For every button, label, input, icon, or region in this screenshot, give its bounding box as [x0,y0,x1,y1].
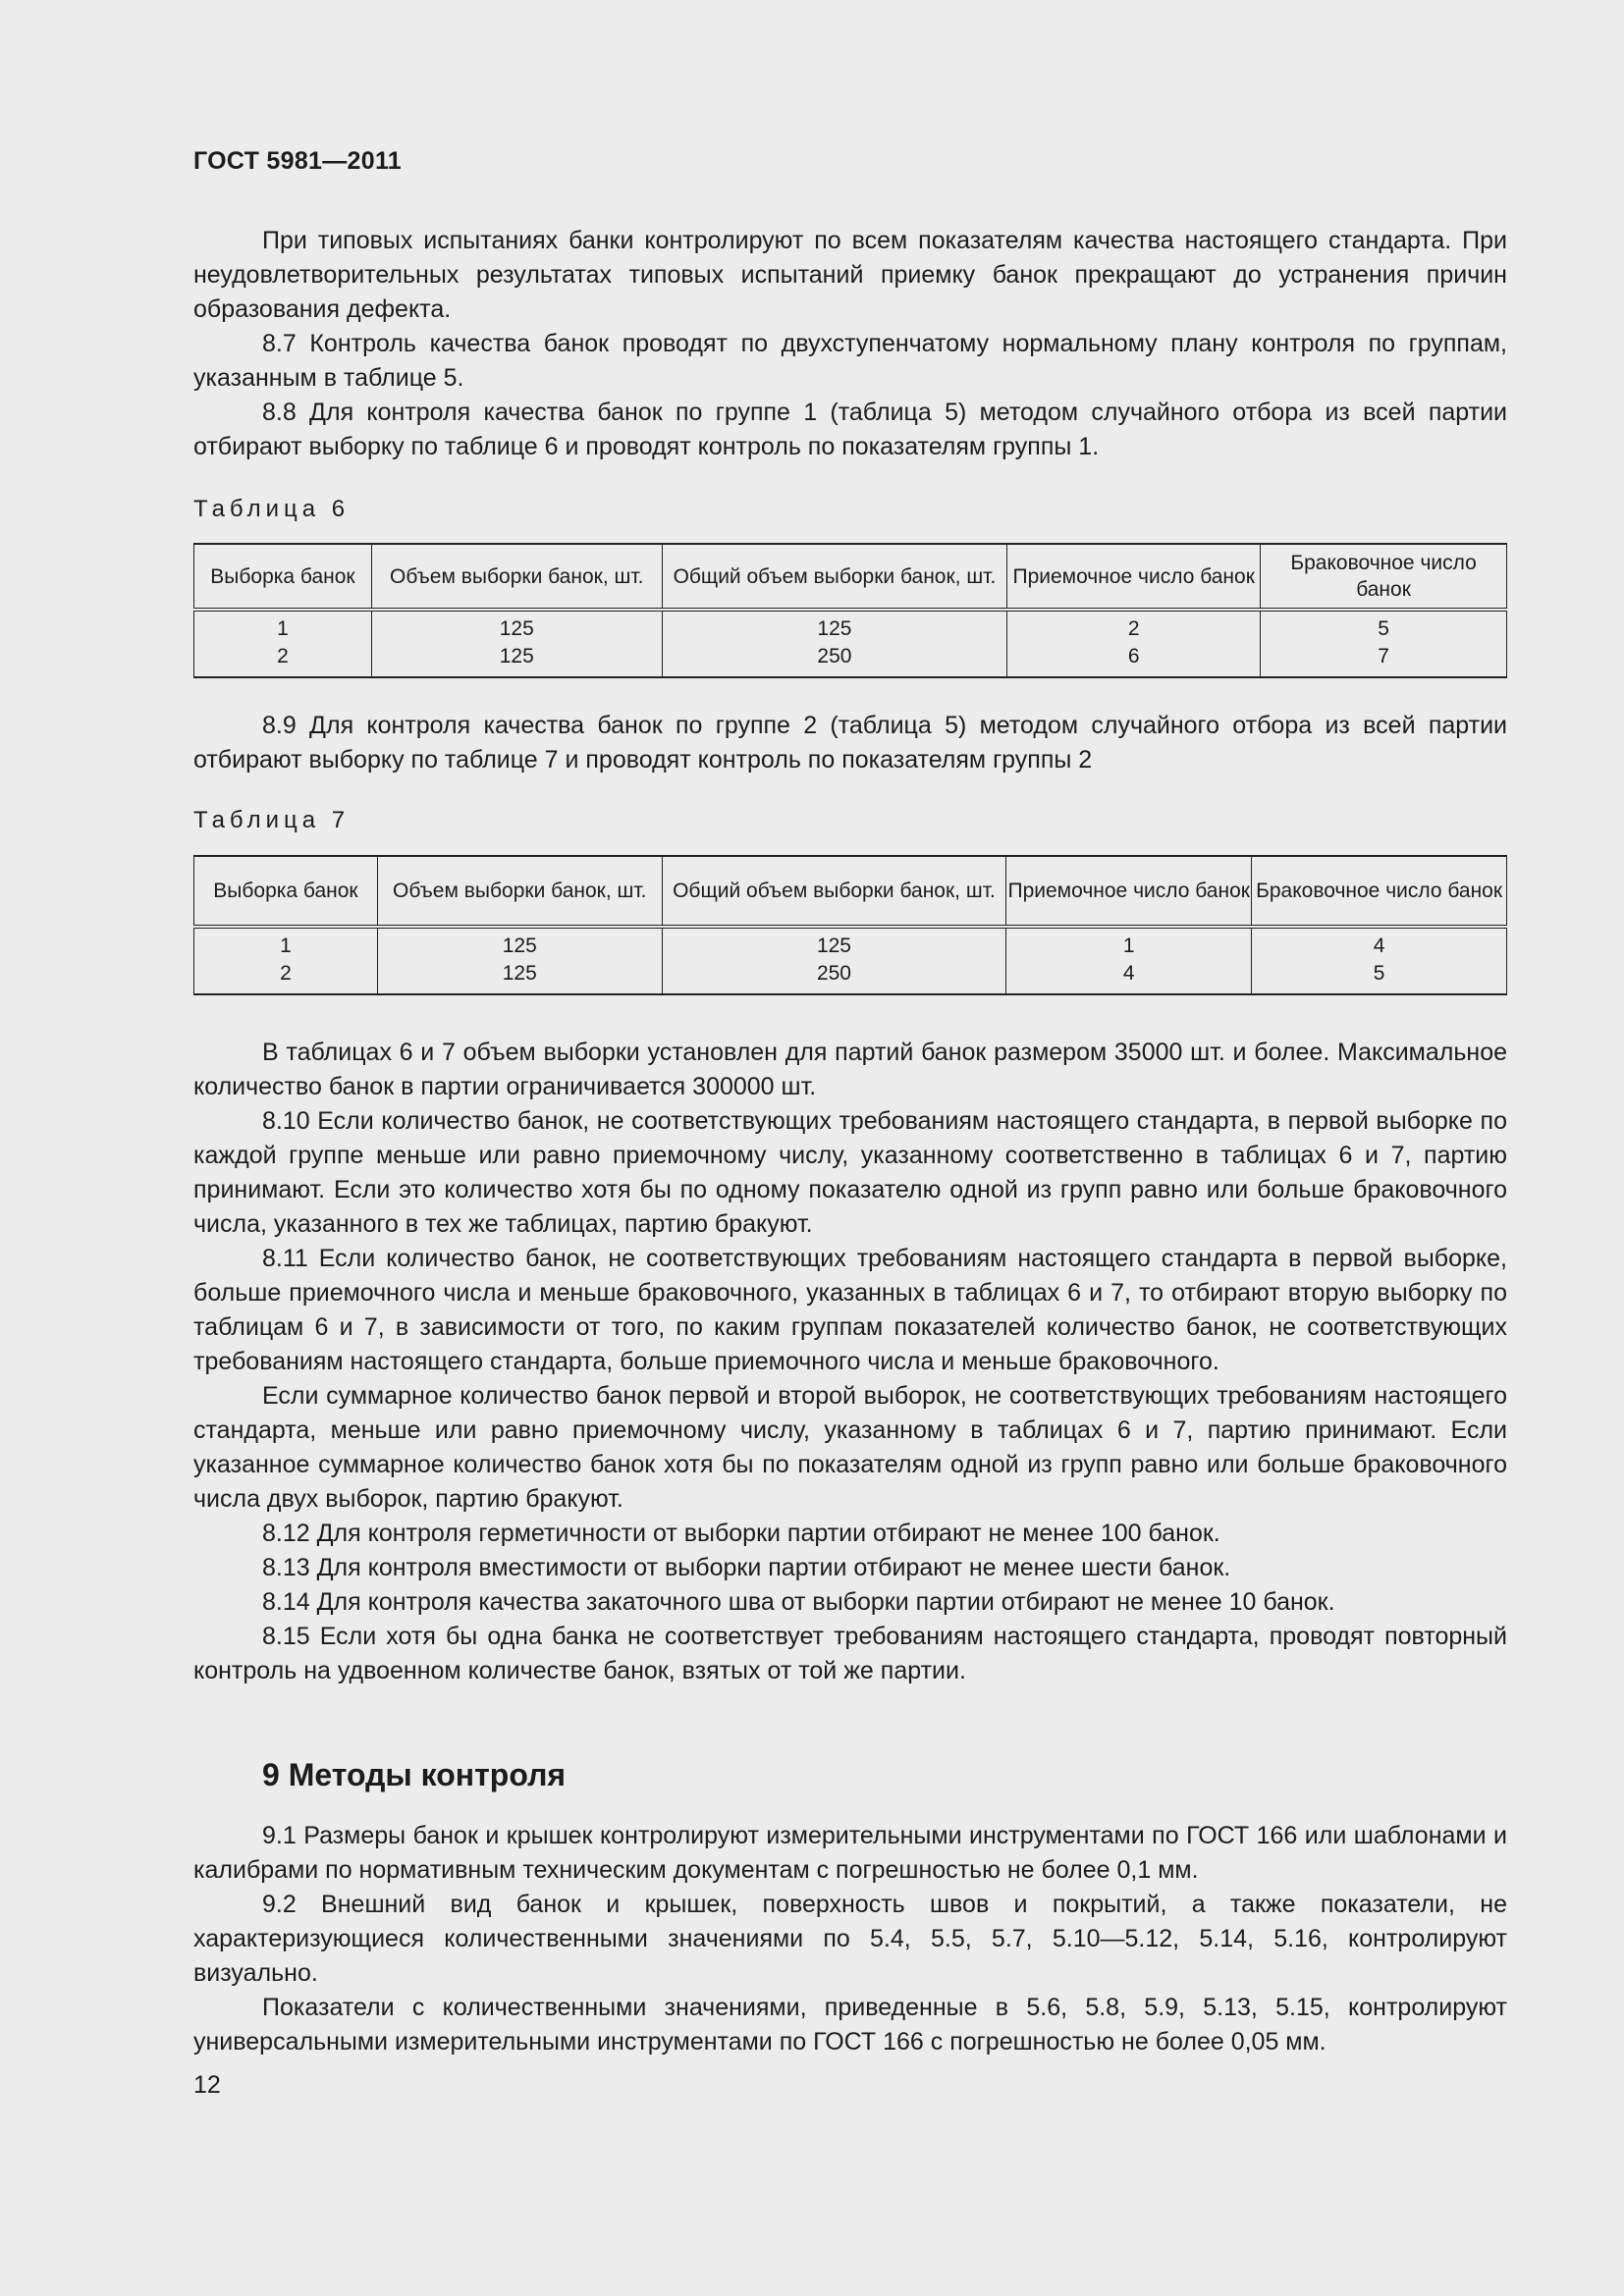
table-cell: 7 [1261,643,1507,677]
paragraph-8-9: 8.9 Для контроля качества банок по группе 2 (таблица 5) методом случайного отбора из всей партии отбирают выборку по таблице 7 и проводят контроль по показателям группы 2 [193,712,1507,774]
document-header: ГОСТ 5981—2011 [193,147,402,175]
paragraph: Показатели с количественными значениями, приведенные в 5.6, 5.8, 5.9, 5.13, 5.15, контролируют универсальными измерительными инструментами по ГОСТ 166 с погрешностью не более 0,05 мм. [193,1994,1507,2056]
table-cell: 1 [194,610,372,643]
table-cell: 5 [1261,610,1507,643]
table-header-cell: Браковочное число банок [1252,856,1507,927]
table-6-header-row [194,544,1507,610]
paragraph-8-13: 8.13 Для контроля вместимости от выборки партии отбирают не менее шести банок. [262,1554,1231,1581]
table-7-caption: Таблица 7 [193,807,351,833]
paragraph-8-8: 8.8 Для контроля качества банок по группе 1 (таблица 5) методом случайного отбора из всей партии отбирают выборку по таблице 6 и проводят контроль по показателям группы 1. [193,399,1507,460]
table-cell: 125 [371,610,662,643]
text-block-3 [193,1036,1507,1688]
page-number: 12 [193,2071,221,2099]
paragraph: В таблицах 6 и 7 объем выборки установлен для партий банок размером 35000 шт. и более. Максимальное количество банок в партии ограничивается 300000 шт. [193,1039,1507,1100]
table-header-cell: Общий объем выборки банок, шт. [662,856,1006,927]
table-cell: 1 [194,927,378,960]
table-header-cell: Браковочное число банок [1261,544,1507,610]
paragraph-9-2: 9.2 Внешний вид банок и крышек, поверхность швов и покрытий, а также показатели, не характеризующиеся количественными значениями по 5.4, 5.5, 5.7, 5.10—5.12, 5.14, 5.16, контролируют визуально. [193,1891,1507,1987]
table-cell: 4 [1252,927,1507,960]
table-cell: 4 [1006,960,1252,994]
table-cell: 125 [662,927,1006,960]
table-row [194,643,1507,677]
table-row [194,960,1507,994]
text-block-2 [193,709,1507,777]
text-block-4 [193,1819,1507,2059]
table-header-cell: Объем выборки банок, шт. [377,856,662,927]
table-7 [193,855,1507,995]
paragraph-9-1: 9.1 Размеры банок и крышек контролируют измерительными инструментами по ГОСТ 166 или шаблонами и калибрами по нормативным техническим документам с погрешностью не более 0,1 мм. [193,1822,1507,1884]
table-row [194,610,1507,643]
table-cell: 125 [662,610,1007,643]
table-cell: 250 [662,643,1007,677]
table-cell: 125 [377,960,662,994]
table-header-cell: Приемочное число банок [1007,544,1261,610]
table-cell: 2 [1007,610,1261,643]
paragraph: Если суммарное количество банок первой и второй выборок, не соответствующих требованиям настоящего стандарта, меньше или равно приемочному числу, указанному в таблицах 6 и 7, партию принимают. Если указанное суммарное количество банок хотя бы по показателям одной из групп равно или больше браковочного числа двух выборок, партию бракуют. [193,1382,1507,1513]
table-header-cell: Выборка банок [194,856,378,927]
table-6-caption: Таблица 6 [193,496,351,522]
table-cell: 6 [1007,643,1261,677]
table-6 [193,543,1507,678]
paragraph: При типовых испытаниях банки контролируют по всем показателям качества настоящего стандарта. При неудовлетворительных результатах типовых испытаний приемку банок прекращают до устранения причин образования дефекта. [193,227,1507,323]
section-9-title: 9 Методы контроля [262,1757,567,1792]
table-cell: 5 [1252,960,1507,994]
table-row [194,927,1507,960]
paragraph-8-12: 8.12 Для контроля герметичности от выборки партии отбирают не менее 100 банок. [262,1520,1220,1547]
table-header-cell: Приемочное число банок [1006,856,1252,927]
table-cell: 125 [371,643,662,677]
table-header-cell: Общий объем выборки банок, шт. [662,544,1007,610]
paragraph-8-7: 8.7 Контроль качества банок проводят по двухступенчатому нормальному плану контроля по группам, указанным в таблице 5. [193,330,1507,392]
table-cell: 2 [194,960,378,994]
paragraph-8-14: 8.14 Для контроля качества закаточного шва от выборки партии отбирают не менее 10 банок. [262,1588,1335,1616]
table-cell: 1 [1006,927,1252,960]
paragraph-8-10: 8.10 Если количество банок, не соответствующих требованиям настоящего стандарта, в первой выборке по каждой группе меньше или равно приемочному числу, указанному соответственно в таблицах 6 и 7, партию принимают. Если это количество хотя бы по одному показателю одной из групп равно или больше браковочного числа, указанного в тех же таблицах, партию бракуют. [193,1107,1507,1238]
table-7-header-row [194,856,1507,927]
text-block-1 [193,224,1507,464]
table-header-cell: Выборка банок [194,544,372,610]
table-cell: 125 [377,927,662,960]
table-cell: 2 [194,643,372,677]
paragraph-8-11: 8.11 Если количество банок, не соответствующих требованиям настоящего стандарта в первой выборке, больше приемочного числа и меньше браковочного, указанных в таблицах 6 и 7, то отбирают вторую выборку по таблицам 6 и 7, в зависимости от того, по каким группам показателей количество банок, не соответствующих требованиям настоящего стандарта, больше приемочного числа и меньше браковочного. [193,1245,1507,1375]
paragraph-8-15: 8.15 Если хотя бы одна банка не соответствует требованиям настоящего стандарта, проводят повторный контроль на удвоенном количестве банок, взятых от той же партии. [193,1623,1507,1684]
table-cell: 250 [662,960,1006,994]
table-header-cell: Объем выборки банок, шт. [371,544,662,610]
